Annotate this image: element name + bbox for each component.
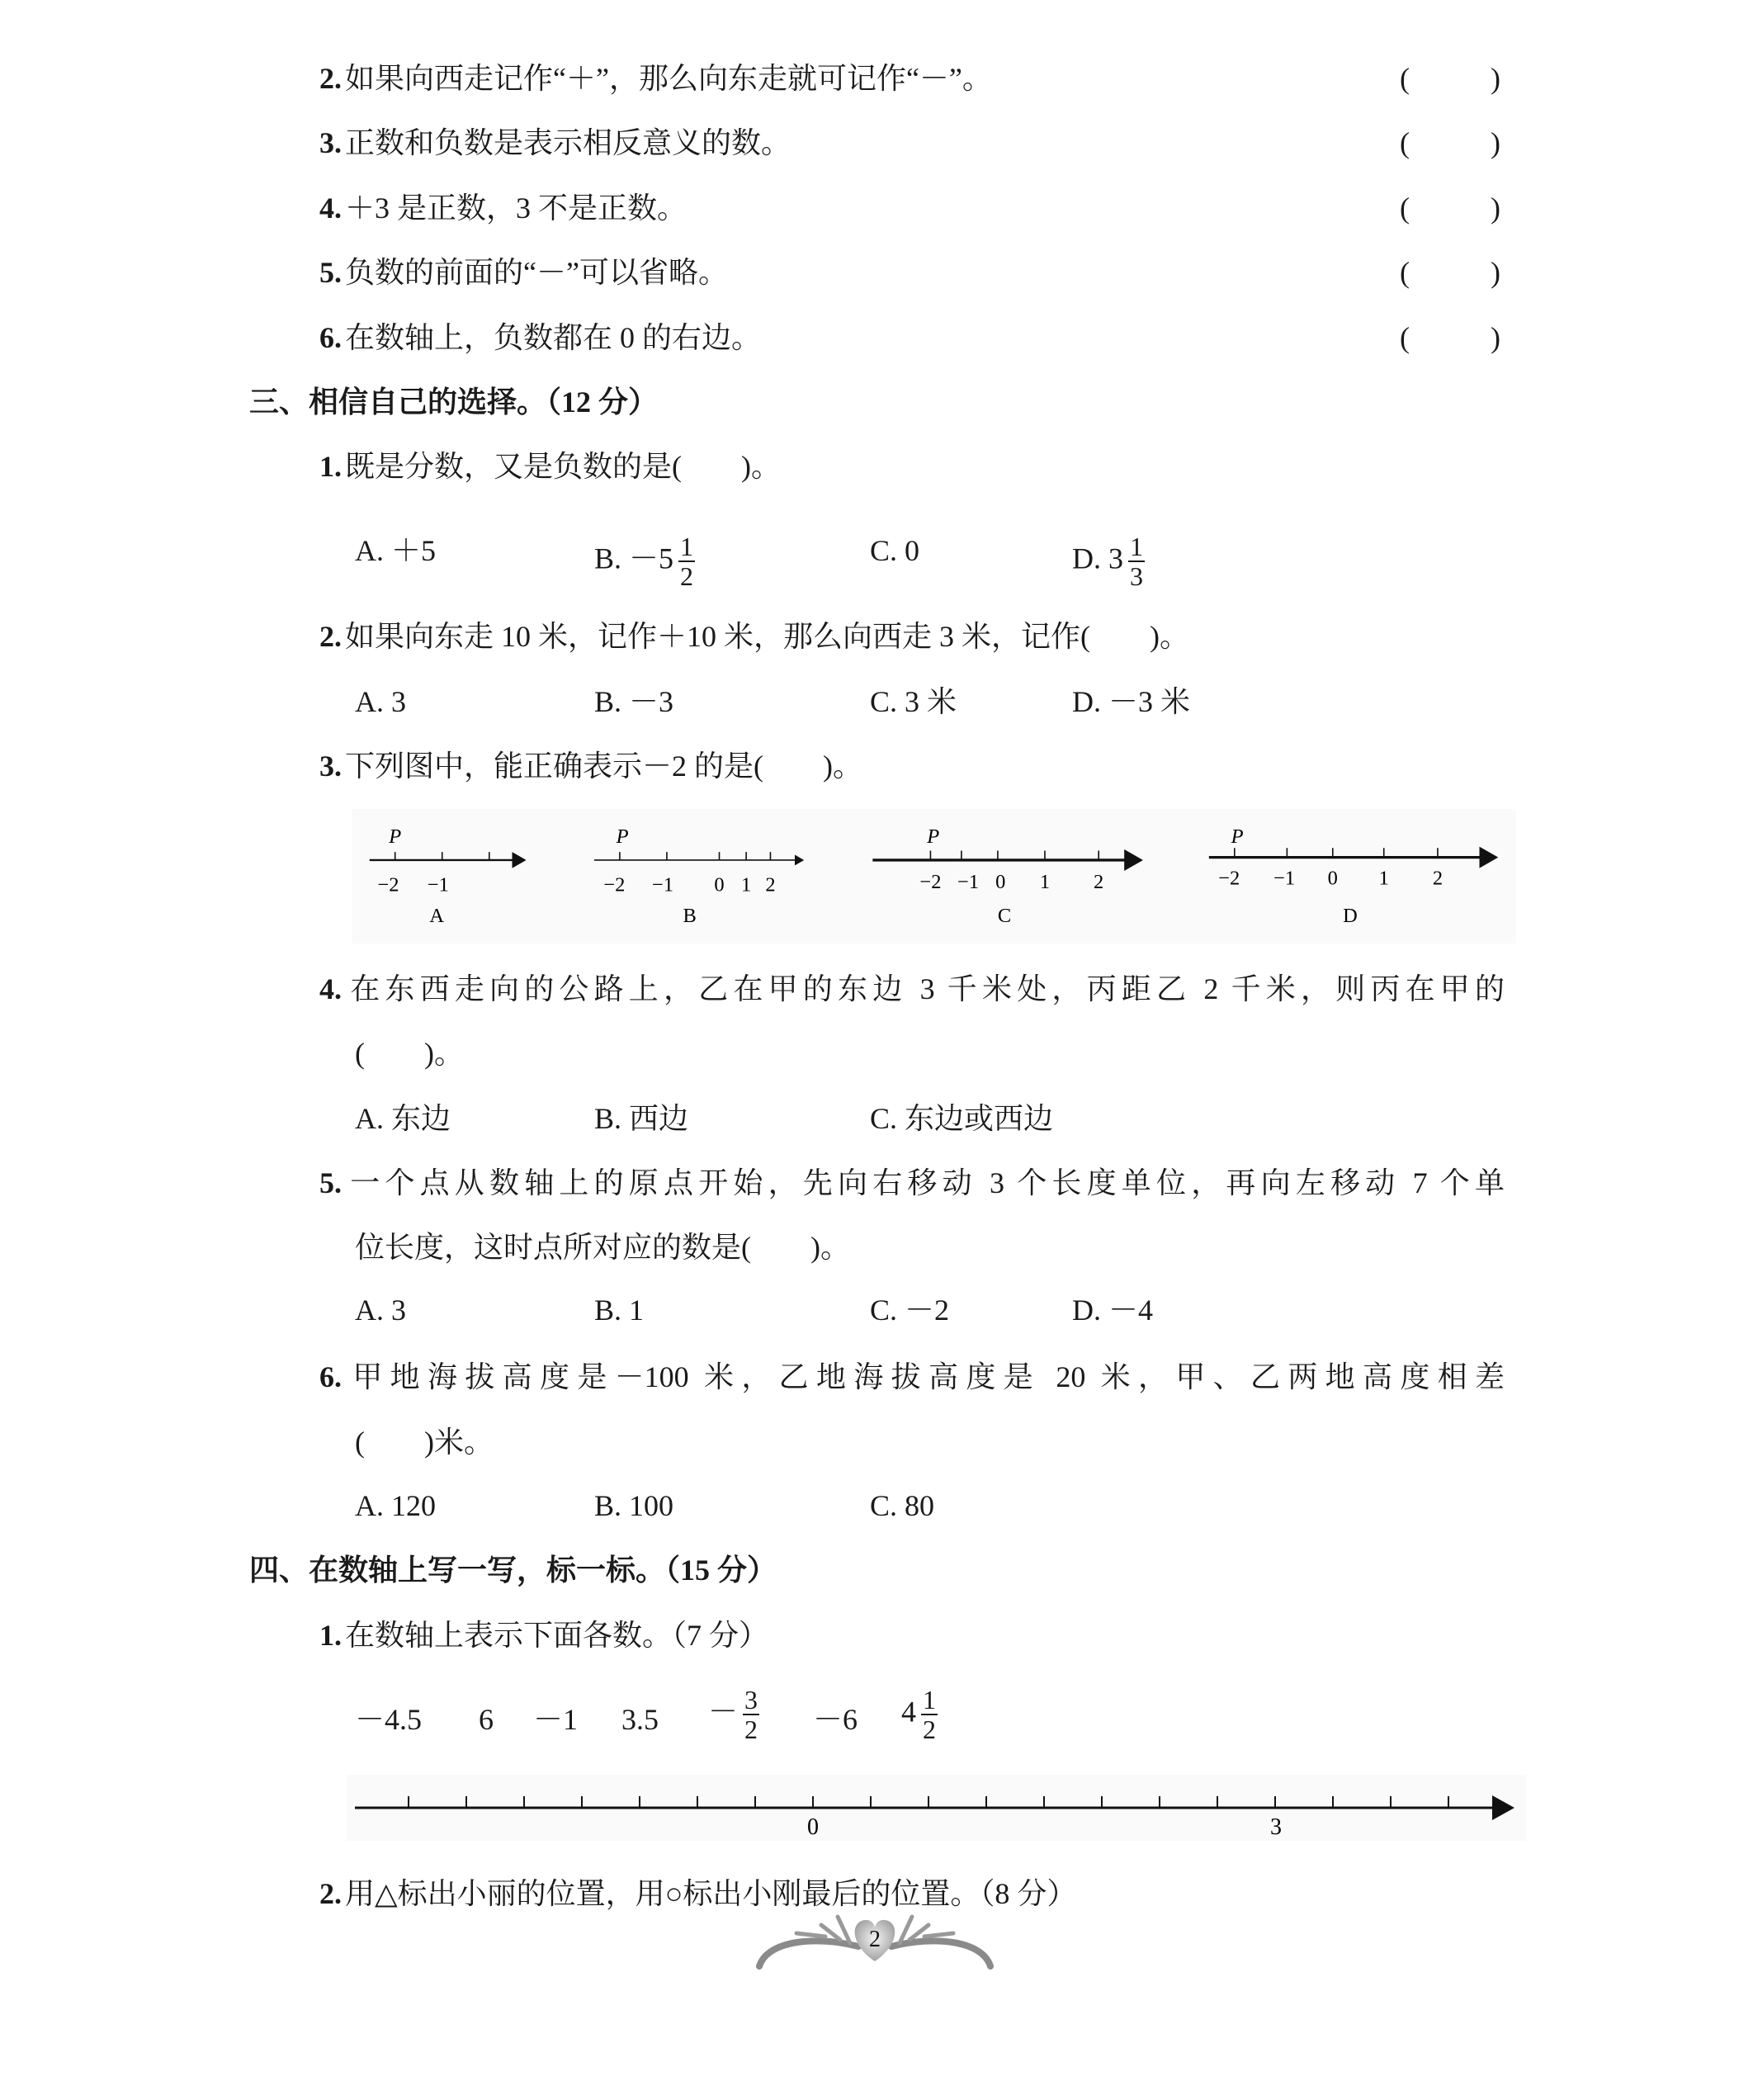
fraction xyxy=(1128,532,1145,590)
page-number-ornament xyxy=(743,1907,1007,1981)
figure-letter: B xyxy=(683,904,697,927)
answer-blank-close: ) xyxy=(1491,62,1500,95)
axis-label-zero: 0 xyxy=(807,1814,819,1840)
question-number: 2. xyxy=(319,62,342,95)
question-text: 如果向西走记作“＋”，那么向东走就可记作“－”。 xyxy=(345,62,992,95)
numerator: 3 xyxy=(744,1685,758,1715)
page-number: 2 xyxy=(869,1927,881,1952)
tick-label: −1 xyxy=(957,871,980,894)
section-title: 三、相信自己的选择。（12 分） xyxy=(249,385,659,419)
number-item xyxy=(901,1686,938,1743)
question-text-continued: ( )米。 xyxy=(355,1426,494,1459)
option-d[interactable]: D. －3 米 xyxy=(1072,685,1190,718)
choice-question-2 xyxy=(319,618,1189,655)
fraction xyxy=(678,532,695,590)
tick-label: −2 xyxy=(919,871,942,894)
answer-blank-open[interactable]: ( xyxy=(1400,256,1410,289)
option-a[interactable]: A. 120 xyxy=(355,1489,436,1522)
tick-label: −2 xyxy=(603,873,626,896)
option-b[interactable]: B. 100 xyxy=(594,1489,674,1522)
question-number: 6. xyxy=(319,321,342,354)
question-text: 既是分数，又是负数的是( )。 xyxy=(345,450,781,483)
number-item: －1 xyxy=(533,1703,579,1736)
answer-blank-open[interactable]: ( xyxy=(1400,321,1410,354)
tick-label: 2 xyxy=(1094,871,1104,894)
question-text: 甲地海拔高度是－100 米，乙地海拔高度是 20 米，甲、乙两地高度相差 xyxy=(345,1360,1505,1393)
answer-blank-close: ) xyxy=(1491,256,1500,289)
tick-label: 1 xyxy=(741,873,752,896)
figure-letter: D xyxy=(1343,904,1358,927)
tick-label: −1 xyxy=(652,873,674,896)
tick-label: 0 xyxy=(995,871,1006,894)
option-c[interactable]: C. 80 xyxy=(870,1489,935,1522)
question-number: 1. xyxy=(319,450,342,483)
denominator: 2 xyxy=(923,1715,936,1744)
option-c[interactable]: C. 0 xyxy=(870,534,920,567)
question-number: 4. xyxy=(319,192,342,225)
tick-label: 0 xyxy=(714,873,725,896)
point-label: P xyxy=(1231,825,1244,848)
option-c[interactable]: C. 3 米 xyxy=(870,685,957,718)
tick-label: 2 xyxy=(1432,867,1444,890)
question-text: 一个点从数轴上的原点开始，先向右移动 3 个长度单位，再向左移动 7 个单 xyxy=(345,1166,1505,1199)
answer-blank-open[interactable]: ( xyxy=(1400,192,1410,225)
tick-label: 2 xyxy=(765,873,776,896)
tick-label: −2 xyxy=(377,873,399,896)
number-item: －6 xyxy=(813,1703,858,1736)
answer-blank-close: ) xyxy=(1491,126,1500,159)
tick-label: −1 xyxy=(1273,867,1296,890)
point-label: P xyxy=(389,825,402,848)
option-b[interactable] xyxy=(594,532,695,590)
option-b[interactable]: B. 1 xyxy=(594,1294,645,1327)
option-c[interactable]: C. 东边或西边 xyxy=(870,1102,1054,1135)
number-item: 6 xyxy=(479,1703,494,1736)
option-b[interactable]: B. 西边 xyxy=(594,1102,689,1135)
section-title: 四、在数轴上写一写，标一标。（15 分） xyxy=(249,1554,777,1587)
question-text: ＋3 是正数，3 不是正数。 xyxy=(345,192,687,225)
tick-label: 1 xyxy=(1378,867,1389,890)
question-number: 2. xyxy=(319,1877,342,1910)
judge-question-6 xyxy=(319,319,761,356)
denominator: 3 xyxy=(1130,561,1143,591)
question-text: 在东西走向的公路上，乙在甲的东边 3 千米处，丙距乙 2 千米，则丙在甲的 xyxy=(345,972,1505,1005)
question-text: 正数和负数是表示相反意义的数。 xyxy=(345,126,791,159)
fraction xyxy=(743,1686,759,1743)
question-text-continued: 位长度，这时点所对应的数是( )。 xyxy=(355,1231,850,1264)
choice-question-5 xyxy=(319,1165,1505,1201)
option-d[interactable]: D. －4 xyxy=(1072,1294,1153,1327)
question-text: 下列图中，能正确表示－2 的是( )。 xyxy=(345,750,862,783)
question-number: 3. xyxy=(319,126,342,159)
point-label: P xyxy=(927,825,940,848)
tick-label: −2 xyxy=(1218,867,1240,890)
question-number: 4. xyxy=(319,972,342,1005)
option-b[interactable]: B. －3 xyxy=(594,685,674,718)
fraction xyxy=(921,1686,938,1743)
judge-question-4 xyxy=(319,190,687,226)
option-b-text: B. －5 xyxy=(594,542,674,575)
answer-blank-open[interactable]: ( xyxy=(1400,62,1410,95)
number-item xyxy=(708,1686,759,1743)
numberline-question-1 xyxy=(319,1617,768,1653)
figure-letter: A xyxy=(429,904,445,927)
question-number: 2. xyxy=(319,620,342,653)
denominator: 2 xyxy=(680,561,694,591)
question-number: 3. xyxy=(319,750,342,783)
choice-question-3 xyxy=(319,748,862,784)
answer-blank-close: ) xyxy=(1491,192,1500,225)
number-line-figures xyxy=(351,809,1517,944)
choice-question-6 xyxy=(319,1359,1505,1395)
number-line[interactable] xyxy=(347,1775,1527,1841)
number-item: －4.5 xyxy=(355,1703,423,1736)
option-a[interactable]: A. 3 xyxy=(355,1294,406,1327)
point-label: P xyxy=(616,825,629,848)
axis-label-three: 3 xyxy=(1270,1814,1282,1840)
minus-sign: － xyxy=(708,1695,739,1729)
answer-blank-open[interactable]: ( xyxy=(1400,126,1410,159)
denominator: 2 xyxy=(744,1715,758,1744)
option-a[interactable]: A. 东边 xyxy=(355,1102,451,1135)
option-d-text: D. 3 xyxy=(1072,542,1123,575)
question-number: 6. xyxy=(319,1360,342,1393)
choice-question-1 xyxy=(319,448,781,485)
answer-blank-close: ) xyxy=(1491,321,1500,354)
judge-question-2 xyxy=(319,60,992,97)
judge-question-3 xyxy=(319,125,791,161)
numerator: 1 xyxy=(923,1685,936,1715)
question-text: 用△标出小丽的位置，用○标出小刚最后的位置。（8 分） xyxy=(345,1877,1077,1910)
question-text: 在数轴上表示下面各数。（7 分） xyxy=(345,1619,769,1652)
option-c[interactable]: C. －2 xyxy=(870,1294,950,1327)
question-text: 负数的前面的“－”可以省略。 xyxy=(345,256,728,289)
number-item: 3.5 xyxy=(621,1703,659,1736)
question-number: 5. xyxy=(319,256,342,289)
question-text-continued: ( )。 xyxy=(355,1037,464,1070)
question-text: 如果向东走 10 米，记作＋10 米，那么向西走 3 米，记作( )。 xyxy=(345,620,1189,653)
tick-label: −1 xyxy=(427,873,449,896)
figure-letter: C xyxy=(997,904,1012,927)
judge-question-5 xyxy=(319,254,728,291)
tick-label: 0 xyxy=(1327,867,1338,890)
numerator: 1 xyxy=(1130,532,1143,561)
option-a[interactable]: A. ＋5 xyxy=(355,534,436,567)
numerator: 1 xyxy=(680,532,694,561)
tick-label: 1 xyxy=(1039,871,1051,894)
question-text: 在数轴上，负数都在 0 的右边。 xyxy=(345,321,762,354)
question-number: 5. xyxy=(319,1166,342,1199)
whole-part: 4 xyxy=(901,1695,916,1729)
option-d[interactable] xyxy=(1072,532,1145,590)
option-a[interactable]: A. 3 xyxy=(355,685,406,718)
question-number: 1. xyxy=(319,1619,342,1652)
choice-question-4 xyxy=(319,971,1505,1007)
